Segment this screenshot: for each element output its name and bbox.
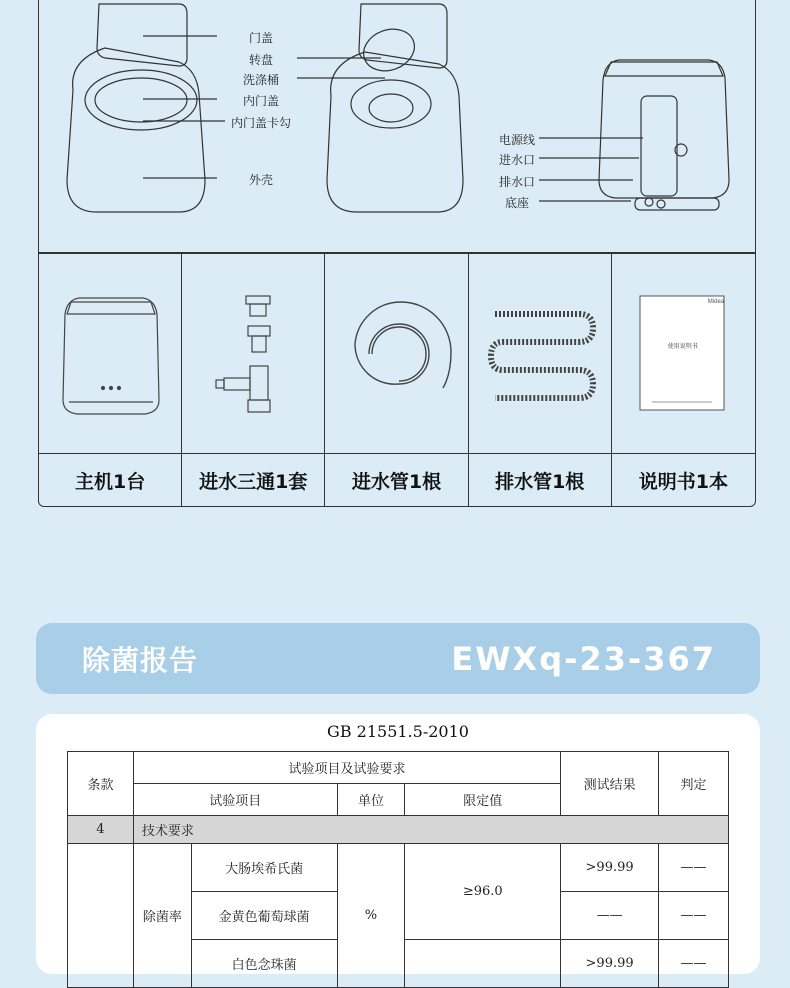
limit-cell-empty <box>405 940 561 988</box>
accessory-image-inlet-hose <box>325 254 468 454</box>
report-banner <box>36 623 760 694</box>
manual-title: 使用说明书 <box>667 343 698 350</box>
header-clause: 条款 <box>68 752 134 816</box>
header-unit: 单位 <box>337 784 405 816</box>
clause-empty <box>68 844 134 988</box>
section-clause: 4 <box>68 816 134 844</box>
banner-title: 除菌报告 <box>82 643 199 677</box>
washer-lid <box>97 4 187 66</box>
accessory-image-tee <box>182 254 325 454</box>
accessory-image-washer <box>39 254 182 454</box>
label-power-cord: 电源线 <box>499 133 536 147</box>
header-verdict: 判定 <box>659 752 729 816</box>
tee-connector-icon <box>182 254 325 454</box>
category-cell: 除菌率 <box>133 844 191 988</box>
accessory-caption-inlet-hose: 进水管1根 <box>325 454 468 507</box>
table-header-row <box>68 752 729 784</box>
result-cell: —— <box>561 892 659 940</box>
manual-icon <box>612 254 755 454</box>
verdict-cell: —— <box>659 892 729 940</box>
report-table <box>67 751 729 988</box>
accessory-caption-tee: 进水三通1套 <box>182 454 325 507</box>
accessories-grid <box>38 253 756 507</box>
drain-hose-icon <box>469 254 612 454</box>
label-lid: 门盖 <box>249 31 274 45</box>
table-row <box>68 844 729 892</box>
item-cell: 金黄色葡萄球菌 <box>191 892 337 940</box>
accessory-image-manual <box>612 254 755 454</box>
washer-parts-illustration <box>39 0 757 253</box>
standard-title: GB 21551.5-2010 <box>327 722 469 741</box>
limit-cell: ≥96.0 <box>405 844 561 940</box>
result-cell: >99.99 <box>561 940 659 988</box>
accessory-caption-washer: 主机1台 <box>39 454 182 507</box>
product-diagram <box>38 0 756 253</box>
banner-model: EWXq-23-367 <box>451 639 716 678</box>
accessory-caption-manual: 说明书1本 <box>638 471 728 493</box>
header-group: 试验项目及试验要求 <box>133 752 560 784</box>
verdict-cell: —— <box>659 844 729 892</box>
unit-cell: % <box>337 844 405 988</box>
inlet-hose-icon <box>325 254 468 454</box>
label-inner-lid-hook: 内门盖卡勾 <box>231 116 292 130</box>
header-item: 试验项目 <box>133 784 337 816</box>
section-name: 技术要求 <box>133 816 728 844</box>
header-limit: 限定值 <box>405 784 561 816</box>
accessory-image-drain-hose <box>469 254 612 454</box>
item-cell: 大肠埃希氏菌 <box>191 844 337 892</box>
item-cell: 白色念珠菌 <box>191 940 337 988</box>
manual-brand: Midea <box>707 299 725 305</box>
header-result: 测试结果 <box>561 752 659 816</box>
label-shell: 外壳 <box>249 173 274 187</box>
result-cell: >99.99 <box>561 844 659 892</box>
label-base: 底座 <box>505 196 530 210</box>
label-water-inlet: 进水口 <box>499 153 536 167</box>
label-drain-outlet: 排水口 <box>499 175 536 189</box>
label-turntable: 转盘 <box>249 53 274 67</box>
report-card <box>36 714 760 974</box>
label-drum: 洗涤桶 <box>243 73 280 87</box>
label-inner-lid: 内门盖 <box>243 94 280 108</box>
washer-icon <box>39 254 182 454</box>
accessory-caption-drain-hose: 排水管1根 <box>469 454 612 507</box>
section-row <box>68 816 729 844</box>
verdict-cell: —— <box>659 940 729 988</box>
